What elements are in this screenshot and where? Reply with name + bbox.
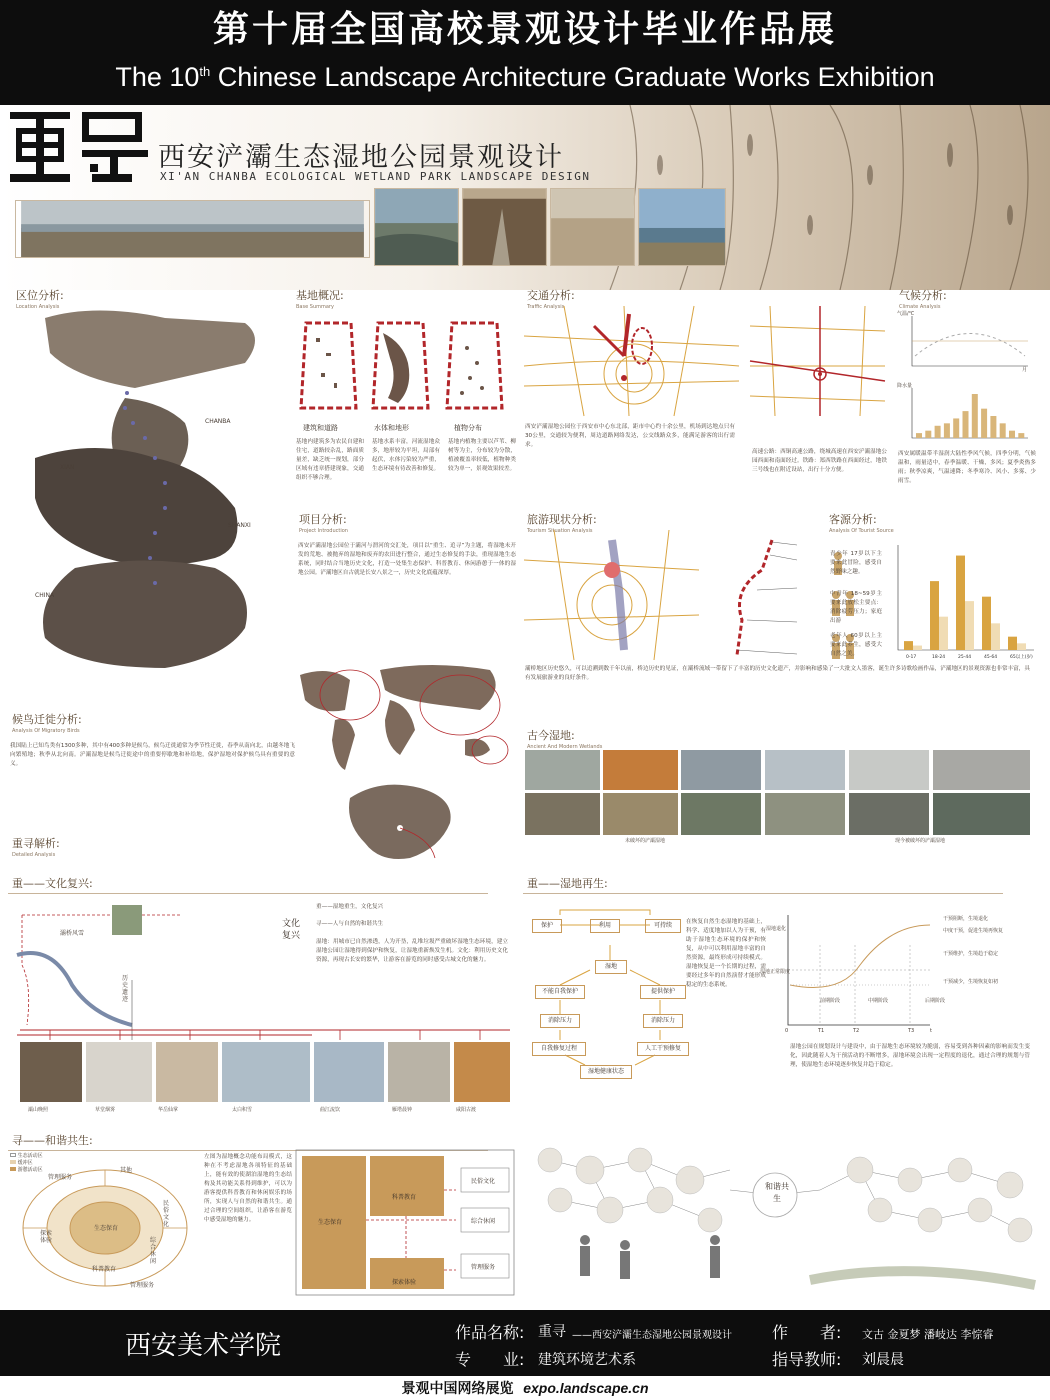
age-bar	[913, 646, 922, 650]
section-tourism-label	[523, 512, 597, 534]
author-value: 文古 金夏梦 潘岐达 李悰睿	[862, 1328, 994, 1341]
block-folk: 民俗文化	[471, 1178, 496, 1185]
regen-node-cannot: 不能自我保护	[535, 985, 585, 999]
label-sub: Analysis Of Tourist Source	[829, 528, 894, 534]
map-label-xian: XIAN	[60, 464, 75, 471]
legend-text-2: 缓冲区	[17, 1160, 33, 1166]
ring-leisure: 综合休闲	[150, 1237, 157, 1265]
regen-node-provide: 提供保护	[640, 985, 686, 999]
ring-folk: 民俗文化	[163, 1200, 170, 1228]
culture-heading-2: 寻——人与自然的和谐共生	[316, 921, 384, 927]
major-key: 专 业:	[455, 1350, 525, 1369]
label-text: 基地概况:	[296, 289, 344, 302]
regen-node-human: 人工干预修复	[637, 1042, 689, 1056]
culture-photo-6: 雁塔晨钟	[392, 1107, 413, 1113]
site-map-1	[296, 318, 358, 413]
ring-manage-2: 管理服务	[130, 1282, 155, 1289]
section-birds-label	[8, 712, 82, 734]
banner-photo-3	[462, 188, 547, 266]
ring-manage: 管理服务	[48, 1174, 73, 1181]
section-climate-label	[895, 288, 947, 310]
rain-chart	[910, 388, 1030, 440]
rain-bar	[972, 394, 978, 438]
regen-chart-y: 湿地退化	[766, 926, 787, 932]
regen-node-sustain: 可持续	[645, 919, 681, 933]
project-title: 西安浐灞生态湿地公园景观设计	[158, 142, 564, 173]
rain-bar	[1018, 433, 1024, 438]
section-project-label	[295, 512, 348, 534]
regen-right-4: 干预减少，生境恢复如初	[943, 979, 999, 985]
wetland-caption-1: 未破坏的浐灞湿地	[625, 838, 666, 844]
ring-explore: 探索体验	[40, 1230, 53, 1244]
age-bar	[939, 617, 948, 650]
tourist-label-3: 老年人 60岁以上主要来此养生，感受大自然之美。	[830, 633, 882, 657]
label-sub: Tourism Situation Analysis	[527, 528, 593, 534]
temp-chart	[910, 316, 1030, 368]
regen-right-1: 干预阻断，生境退化	[943, 916, 989, 922]
footer	[0, 1310, 1050, 1376]
culture-photo-7: 咸阳古渡	[456, 1107, 477, 1113]
age-bar	[904, 641, 913, 650]
tourist-label-2: 中青年 18~59岁主要来此放松主要点：消除疲劳压力；家庭出游	[830, 591, 882, 624]
age-bar	[991, 623, 1000, 650]
work-name-key: 作品名称:	[455, 1323, 525, 1342]
label-sub: Location Analysis	[16, 304, 60, 310]
rain-bar	[1000, 423, 1006, 438]
major-value: 建筑环境艺术系	[538, 1352, 636, 1368]
rain-bar	[944, 423, 950, 438]
traffic-text-2: 高速公路：西铜高速公路，绕城高速在西安浐灞湿地公园西面和南面经过。铁路：郑西铁路在西面经过，地铁三号线也在附近设站，出行十分方便。	[752, 449, 887, 473]
traffic-map-1	[524, 306, 739, 416]
age-bar	[956, 556, 965, 650]
age-tick-label: 45-64	[984, 655, 998, 660]
rain-bar	[981, 409, 987, 438]
rain-bar	[953, 418, 959, 438]
label-text: 交通分析:	[527, 289, 575, 302]
ring-center: 生态保育	[94, 1225, 119, 1232]
regen-node-protect: 保护	[532, 919, 562, 933]
site-text-1: 基地内建筑多为农民自建和住宅，道路较杂乱，路面质量差，缺乏统一规划，部分区域有违章搭建现象，交通组织不够合理。	[296, 439, 364, 481]
site-map-3	[442, 318, 504, 413]
project-subtitle: XI'AN CHANBA ECOLOGICAL WETLAND PARK LANDSCAPE DESIGN	[160, 170, 591, 183]
tourism-map-1	[524, 530, 699, 660]
age-bar	[1017, 643, 1026, 650]
regen-node-healthy: 湿地健康状态	[580, 1065, 632, 1079]
site-title-2: 水体和地形	[374, 424, 409, 432]
block-leisure: 综合休闲	[471, 1218, 496, 1225]
legend-text-3: 游憩活动区	[17, 1167, 43, 1173]
culture-photos	[20, 1030, 510, 1102]
legend-item-2	[10, 1160, 43, 1167]
rain-bar	[963, 411, 969, 438]
banner-photo-5	[638, 188, 726, 266]
age-bar	[930, 581, 939, 650]
age-tick-label: 18-24	[932, 655, 946, 660]
wetland-caption-2: 现今被破坏的浐灞湿地	[895, 838, 946, 844]
culture-text: 湿地：用城市已自然渗透，人为开垦，乱堆垃圾严重破坏湿地生态环境，建立湿地公园让湿地得到保护和恢复，让湿地重新焕发生机。文化：利用历史文化资源，再现古长安的繁华，让游客在游览的同时感受古城文化的魅力。	[316, 939, 508, 963]
location-map	[15, 308, 285, 708]
rain-bar	[916, 433, 922, 438]
section-harmony-label: 寻——和谐共生:	[8, 1133, 93, 1149]
label-text: 气候分析:	[899, 289, 947, 302]
label-text: 候鸟迁徙分析:	[12, 713, 82, 726]
rain-bar	[935, 426, 941, 438]
tutor-key: 指导教师:	[772, 1350, 842, 1369]
project-text: 西安浐灞湿地公园位于灞河与渭河的交汇处，项目以“重生、追寻”为主题，将湿地未开发的荒地、被抛弃的湿地和废弃的农田进行整合，通过生态修复的手法，重现湿地生态系统，同时结合当地历史文化，打造一处集生态保护、科普教育、休闲游憩于一体的湿地公园。浐灞地区自古就是长安八景之一，历史文化底蕴深厚。	[298, 543, 516, 576]
banner-photo-1	[15, 200, 370, 258]
regen-tick-3: T3	[908, 1028, 915, 1034]
label-sub: Base Summary	[296, 304, 334, 310]
section-culture-label: 重——文化复兴:	[8, 876, 93, 892]
label-text: 古今湿地:	[527, 729, 575, 742]
regen-phase-1: 前期阶段	[820, 998, 841, 1004]
expo-name: 景观中国网络展览	[401, 1381, 514, 1397]
traffic-map-2	[750, 306, 885, 416]
regen-node-selfrepair: 自我修复过程	[532, 1042, 586, 1056]
expo-url: expo.landscape.cn	[523, 1380, 649, 1396]
wetland-photos	[525, 750, 1030, 835]
label-text: 旅游现状分析:	[527, 513, 597, 526]
site-map-2	[368, 318, 430, 413]
section-wetland-label	[523, 728, 603, 750]
label-text: 重寻解析:	[12, 837, 60, 850]
harmony-network	[530, 1140, 1035, 1305]
site-title-3: 植物分布	[454, 424, 482, 432]
section-tourist-label	[825, 512, 894, 534]
label-sub: Detailed Analysis	[12, 852, 56, 858]
rain-bar	[925, 431, 931, 438]
title-en-post: Chinese Landscape Architecture Graduate Works Exhibition	[210, 62, 935, 92]
label-sub: Traffic Analysis	[527, 304, 565, 310]
culture-label-1: 灞桥风雪	[60, 930, 85, 937]
block-manage: 管理服务	[471, 1264, 496, 1271]
site-text-2: 基地水系丰富，河流湿地众多，地形较为平坦，局部有起伏，水体污染较为严重，生态环境有待改善和修复。	[372, 439, 440, 472]
culture-photo-1: 灞山晚照	[28, 1107, 49, 1113]
age-tick-label: 25-44	[958, 655, 972, 660]
label-text: 区位分析:	[16, 289, 64, 302]
age-bar	[1008, 637, 1017, 650]
work-name-value: 重寻	[538, 1324, 566, 1340]
age-bar	[965, 601, 974, 650]
expo-footer	[0, 1376, 1050, 1400]
regen-node-relieve-1: 消除压力	[540, 1014, 580, 1028]
title-en-sup: th	[199, 64, 211, 79]
banner-photo-2	[374, 188, 459, 266]
age-tick-label: 65以上(岁)	[1010, 655, 1033, 660]
birds-text: 我国陆上已知鸟类有1300多种，其中有400多种是候鸟，候鸟迁徙通常为季节性迁徙，春季从南向北，由越冬地飞向繁殖地；秋季从北向南。浐灞湿地是候鸟迁徙途中的重要停歇地和补给地，保护湿地对保护候鸟具有重要的意义。	[10, 743, 295, 767]
regen-tick-0: 0	[785, 1028, 789, 1034]
regen-chart-mid: 湿地正常限度	[760, 969, 791, 975]
regen-tick-1: T1	[818, 1028, 825, 1034]
age-tick-label: 0-17	[906, 655, 917, 660]
label-sub: Project Introduction	[299, 528, 348, 534]
map-label-shanxi: SHANXI	[228, 522, 251, 529]
section-explain-label	[8, 836, 60, 858]
regen-tick-2: T2	[853, 1028, 860, 1034]
regen-chart-text: 湿地公园在规划设计与建设中，由于湿地生态环境较为脆弱，容易受到各种因素的影响而发生变化，因此随着人为干预活动的不断增多，湿地环境会出现一定程度的退化，通过合理的规划与管理，使湿地生态环境逐步恢复并趋于稳定。	[790, 1044, 1030, 1068]
regen-phase-2: 中期阶段	[868, 998, 889, 1004]
harmony-text: 左图为湿地概念功能布局模式，这种在不考虑湿地各项特征的基础上，能有效的使湖泊湿地的生态结构及其功能关系得到维护，可以为游客提供科普教育和休闲娱乐的场所，实现人与自然的和谐共生。通过合理的空间组织，让游客在游览中感受湿地的魅力。	[204, 1154, 292, 1223]
label-text: 客源分析:	[829, 513, 877, 526]
section-location-label	[12, 288, 64, 310]
regen-right-2: 中度干预，促进生境再恢复	[943, 928, 1004, 934]
work-name-sub: ——西安浐灞生态湿地公园景观设计	[572, 1330, 732, 1341]
exhibition-title-en	[0, 52, 1050, 97]
culture-label-2: 文化复兴	[282, 919, 301, 941]
regen-text: 在恢复自然生态湿地的基础上，科学、适度地加以人为干预，有助于湿地生态环境的保护和恢复，从中可以利用湿地丰富的自然资源，最终形成可持续模式。湿地恢复是一个长期的过程，需要经过多年的自然演替才能形成稳定的生态系统。	[686, 919, 766, 988]
block-eco: 生态保育	[318, 1219, 343, 1226]
rain-bar	[990, 416, 996, 438]
regen-chart	[780, 915, 930, 1035]
tourist-label-1: 青少年 17岁以下主要来此冒险，感受自然野味之趣。	[830, 551, 882, 575]
block-explore: 探索体验	[392, 1279, 417, 1286]
regen-tick-4: t	[930, 1028, 932, 1034]
harmony-center-label: 和谐共生	[765, 1182, 789, 1203]
age-bar	[982, 597, 991, 650]
culture-label-3: 历史遗迹	[122, 975, 129, 1003]
label-sub: Climate Analysis	[899, 304, 941, 310]
label-text: 项目分析:	[299, 513, 347, 526]
label-sub: Ancient And Modern Wetlands	[527, 744, 603, 750]
school-name: 西安美术学院	[125, 1331, 282, 1361]
block-edu: 科普教育	[392, 1194, 417, 1201]
rain-chart-ylabel: 降水量	[897, 383, 913, 389]
china-map	[340, 778, 460, 868]
culture-diagram	[12, 905, 312, 1040]
title-en-pre: The 10	[115, 62, 200, 92]
tutor-value: 刘晨晨	[862, 1352, 904, 1368]
section-regen-label: 重——湿地再生:	[523, 876, 608, 892]
section-site-label	[292, 288, 344, 310]
legend-item-1	[10, 1153, 43, 1160]
ring-other: 其他	[120, 1167, 133, 1174]
exhibition-title-cn: 第十届全国高校景观设计毕业作品展	[212, 9, 837, 50]
site-text-3: 基地内植物主要以芦苇、柳树等为主，分布较为分散，植被覆盖率较低，植物种类较为单一，景观效果较差。	[448, 439, 516, 472]
culture-photo-2: 草堂烟雾	[95, 1107, 116, 1113]
culture-heading-1: 重——湿地重生，文化复兴	[316, 904, 384, 910]
traffic-text-1: 西安浐灞湿地公园位于西安市中心东北部，距市中心约十余公里，机场到达地点只有30公里，交通较为便利，周边道路网络发达，公交线路众多，能满足游客的出行需求。	[525, 424, 735, 448]
culture-photo-5: 曲江流饮	[320, 1107, 341, 1113]
logo-mark	[10, 112, 148, 182]
tourism-map-2	[712, 530, 797, 660]
map-label-chanba: CHANBA	[205, 418, 231, 425]
author-key: 作 者:	[772, 1323, 842, 1342]
exhibition-header	[0, 0, 1050, 105]
rain-bar	[1009, 431, 1015, 438]
legend-text-1: 生态活动区	[17, 1153, 43, 1159]
map-label-china: CHINA	[35, 592, 55, 599]
culture-photo-3: 华岳仙掌	[158, 1107, 179, 1113]
age-chart	[896, 545, 1036, 660]
regen-node-relieve-2: 消除压力	[643, 1014, 683, 1028]
label-sub: Analysis Of Migratory Birds	[12, 728, 80, 734]
ring-edu: 科普教育	[92, 1266, 117, 1273]
temp-chart-xlabel: 月	[1022, 367, 1028, 373]
temp-chart-ylabel: 气温/℃	[897, 311, 915, 317]
section-traffic-label	[523, 288, 575, 310]
site-title-1: 建筑和道路	[303, 424, 338, 432]
banner-photo-4	[550, 188, 635, 266]
regen-node-use: 利用	[590, 919, 620, 933]
regen-phase-3: 后期阶段	[925, 998, 946, 1004]
world-map	[290, 655, 520, 780]
tourism-text: 灞桥地区历史悠久，可以追溯到数千年以前，桥边历史的见证，在灞桥流域一带留下了丰富的历史文化遗产，并影响和感染了一大批文人墨客，诞生许多诗歌绘画作品，浐灞地区的景观资源也非常丰富，具有发展旅游业的良好条件。	[525, 666, 1030, 681]
culture-photo-4: 太白积雪	[232, 1107, 253, 1113]
regen-right-3: 干预维护，生境趋于稳定	[943, 951, 999, 957]
regen-node-wetland: 湿地	[595, 960, 627, 974]
climate-text: 西安属暖温带半湿润大陆性季风气候，四季分明，气候温和，雨量适中，春季温暖、干燥，多风；夏季炎热多雨；秋季凉爽，气温速降；冬季寒冷、风小、多雾、少雨雪。	[898, 451, 1036, 484]
